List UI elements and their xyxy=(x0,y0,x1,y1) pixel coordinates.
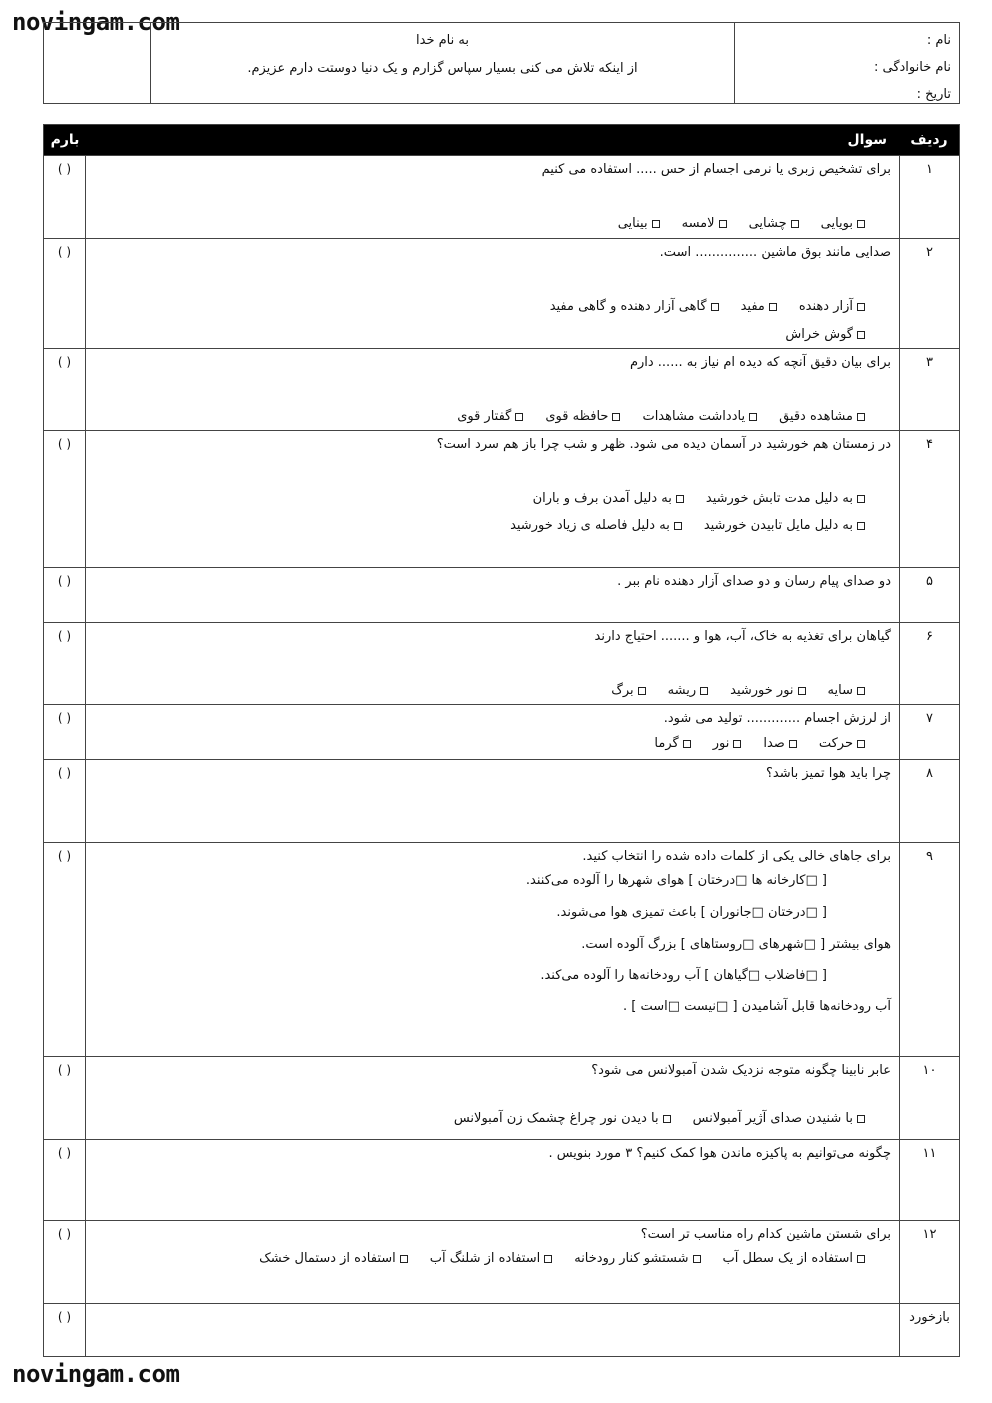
question-text: دو صدای پیام رسان و دو صدای آزار دهنده نام ببر . xyxy=(617,574,891,589)
question-cell xyxy=(86,1304,899,1357)
checkbox-icon[interactable] xyxy=(638,687,646,695)
score-cell: ( ) xyxy=(44,431,86,567)
score-cell: ( ) xyxy=(44,843,86,1056)
answer-options xyxy=(533,491,865,506)
column-score-header: بارم xyxy=(50,132,80,148)
option-label: گرما xyxy=(654,736,679,751)
answer-options xyxy=(457,409,865,424)
answer-option[interactable] xyxy=(618,216,660,231)
option-label: بویایی xyxy=(820,216,853,231)
answer-option[interactable] xyxy=(533,491,684,506)
question-row xyxy=(44,238,959,348)
question-row xyxy=(44,704,959,759)
checkbox-icon[interactable] xyxy=(612,413,620,421)
option-label: لامسه xyxy=(681,216,715,231)
answer-option[interactable] xyxy=(430,1251,552,1266)
answer-options xyxy=(454,1111,865,1126)
question-text: برای جاهای خالی یکی از کلمات داده شده را انتخاب کنید. xyxy=(582,849,891,864)
question-row xyxy=(44,430,959,567)
score-cell: ( ) xyxy=(44,568,86,622)
checkbox-icon[interactable] xyxy=(652,220,660,228)
question-cell xyxy=(86,349,899,430)
answer-options xyxy=(654,736,865,751)
question-cell xyxy=(86,1057,899,1139)
question-cell xyxy=(86,1221,899,1303)
score-cell: ( ) xyxy=(44,349,86,430)
answer-option[interactable] xyxy=(704,518,865,533)
answer-option[interactable] xyxy=(723,1251,866,1266)
option-label: با شنیدن صدای آژیر آمبولانس xyxy=(692,1111,853,1126)
checkbox-icon[interactable] xyxy=(663,1115,671,1123)
answer-option[interactable] xyxy=(510,518,682,533)
question-text: برای شستن ماشین کدام راه مناسب تر است؟ xyxy=(640,1227,891,1242)
checkbox-icon[interactable] xyxy=(749,413,757,421)
question-row xyxy=(44,842,959,1056)
option-label: مفید xyxy=(740,299,765,314)
answer-option[interactable] xyxy=(550,299,719,314)
option-label: ریشه xyxy=(667,683,697,698)
answer-options xyxy=(510,518,865,533)
checkbox-icon[interactable] xyxy=(857,331,865,339)
answer-option[interactable] xyxy=(799,299,865,314)
option-label: مشاهده دقیق xyxy=(779,409,853,424)
checkbox-icon[interactable] xyxy=(719,220,727,228)
score-cell: ( ) xyxy=(44,1140,86,1220)
option-label: به دلیل مایل تابیدن خورشید xyxy=(703,518,853,533)
exam-header xyxy=(43,22,960,104)
header-blank-cell xyxy=(44,23,150,103)
option-label: حرکت xyxy=(818,736,853,751)
encouragement-text: از اینکه تلاش می کنی بسیار سپاس گزارم و یک دنیا دوستت دارم عزیزم. xyxy=(247,61,638,76)
answer-option[interactable] xyxy=(779,409,865,424)
watermark-bottom: novingam.com xyxy=(12,1360,180,1388)
score-cell: ( ) xyxy=(44,239,86,348)
option-label: به دلیل مدت تابش خورشید xyxy=(705,491,853,506)
fill-in-blank-line[interactable]: [ □کارخانه ها □درختان ] هوای شهرها را آلوده می‌کنند. xyxy=(525,873,827,888)
question-cell xyxy=(86,568,899,622)
question-number: ۸ xyxy=(899,760,959,842)
answer-option[interactable] xyxy=(828,683,865,698)
question-number: بازخورد xyxy=(899,1304,959,1357)
checkbox-icon[interactable] xyxy=(798,687,806,695)
answer-option[interactable] xyxy=(785,327,865,342)
question-text: چرا باید هوا تمیز باشد؟ xyxy=(766,766,891,781)
checkbox-icon[interactable] xyxy=(693,1255,701,1263)
answer-option[interactable] xyxy=(821,216,865,231)
checkbox-icon[interactable] xyxy=(857,303,865,311)
checkbox-icon[interactable] xyxy=(789,740,797,748)
checkbox-icon[interactable] xyxy=(857,220,865,228)
answer-option[interactable] xyxy=(706,491,865,506)
option-label: نور خورشید xyxy=(730,683,794,698)
question-row xyxy=(44,1056,959,1139)
question-row xyxy=(44,567,959,622)
answer-option[interactable] xyxy=(763,736,796,751)
basmala: به نام خدا xyxy=(416,33,469,48)
date-label: تاریخ : xyxy=(916,87,951,102)
option-label: چشایی xyxy=(748,216,787,231)
score-cell: ( ) xyxy=(44,623,86,704)
question-cell xyxy=(86,843,899,1056)
answer-option[interactable] xyxy=(654,736,690,751)
option-label: با دیدن نور چراغ چشمک زن آمبولانس xyxy=(453,1111,659,1126)
option-label: گفتار قوی xyxy=(457,409,512,424)
watermark-top: novingam.com xyxy=(12,8,180,36)
question-text: در زمستان هم خورشید در آسمان دیده می شود. ظهر و شب چرا باز هم سرد است؟ xyxy=(436,437,891,452)
fill-in-blank-line[interactable]: [ □فاضلاب □گیاهان ] آب رودخانه‌ها را آلوده می‌کند. xyxy=(540,968,827,983)
question-text: صدایی مانند بوق ماشین ............... است. xyxy=(659,245,891,260)
question-number: ۱۲ xyxy=(899,1221,959,1303)
column-row-header: ردیف xyxy=(910,132,948,148)
option-label: استفاده از یک سطل آب xyxy=(722,1251,853,1266)
answer-option[interactable] xyxy=(668,683,708,698)
option-label: شستشو کنار رودخانه xyxy=(574,1251,689,1266)
answer-option[interactable] xyxy=(713,736,742,751)
question-number: ۲ xyxy=(899,239,959,348)
checkbox-icon[interactable] xyxy=(857,413,865,421)
question-number: ۶ xyxy=(899,623,959,704)
score-cell: ( ) xyxy=(44,156,86,238)
answer-option[interactable] xyxy=(730,683,805,698)
checkbox-icon[interactable] xyxy=(676,495,684,503)
option-label: به دلیل فاصله ی زیاد خورشید xyxy=(510,518,670,533)
answer-options xyxy=(550,299,865,314)
question-row xyxy=(44,1303,959,1357)
answer-option[interactable] xyxy=(454,1111,671,1126)
question-text: برای بیان دقیق آنچه که دیده ام نیاز به ...... دارم xyxy=(629,355,891,370)
answer-options xyxy=(785,327,865,342)
question-number: ۵ xyxy=(899,568,959,622)
score-cell: ( ) xyxy=(44,1221,86,1303)
answer-option[interactable] xyxy=(741,299,777,314)
option-label: به دلیل آمدن برف و باران xyxy=(532,491,672,506)
question-text: عابر نابینا چگونه متوجه نزدیک شدن آمبولانس می شود؟ xyxy=(591,1063,891,1078)
answer-option[interactable] xyxy=(457,409,523,424)
checkbox-icon[interactable] xyxy=(733,740,741,748)
answer-option[interactable] xyxy=(574,1251,700,1266)
question-number: ۹ xyxy=(899,843,959,1056)
answer-options xyxy=(259,1251,865,1266)
answer-option[interactable] xyxy=(642,409,757,424)
question-row xyxy=(44,1220,959,1303)
answer-option[interactable] xyxy=(259,1251,408,1266)
question-cell xyxy=(86,623,899,704)
option-label: یادداشت مشاهدات xyxy=(642,409,746,424)
question-number: ۱۱ xyxy=(899,1140,959,1220)
answer-option[interactable] xyxy=(819,736,865,751)
question-number: ۷ xyxy=(899,705,959,759)
question-cell xyxy=(86,239,899,348)
question-number: ۱۰ xyxy=(899,1057,959,1139)
answer-options xyxy=(611,683,865,698)
question-text: از لرزش اجسام ............. تولید می شود. xyxy=(663,711,891,726)
checkbox-icon[interactable] xyxy=(857,1115,865,1123)
question-cell xyxy=(86,1140,899,1220)
question-cell xyxy=(86,760,899,842)
checkbox-icon[interactable] xyxy=(515,413,523,421)
question-row xyxy=(44,1139,959,1220)
question-text: گیاهان برای تغذیه به خاک، آب، هوا و ....... احتیاج دارند xyxy=(594,629,891,644)
question-row xyxy=(44,155,959,238)
name-label: نام : xyxy=(926,33,951,48)
question-row xyxy=(44,348,959,430)
score-cell: ( ) xyxy=(44,1304,86,1357)
score-cell: ( ) xyxy=(44,760,86,842)
fill-in-blank-line[interactable]: هوای بیشتر [ □شهرهای □روستاهای ] بزرگ آلوده است. xyxy=(581,937,891,952)
question-number: ۱ xyxy=(899,156,959,238)
option-label: استفاده از شلنگ آب xyxy=(429,1251,541,1266)
option-label: برگ xyxy=(611,683,634,698)
question-row xyxy=(44,622,959,704)
checkbox-icon[interactable] xyxy=(400,1255,408,1263)
option-label: بینایی xyxy=(617,216,648,231)
question-row xyxy=(44,759,959,842)
answer-option[interactable] xyxy=(693,1111,865,1126)
option-label: صدا xyxy=(763,736,785,751)
checkbox-icon[interactable] xyxy=(857,1255,865,1263)
question-cell xyxy=(86,431,899,567)
checkbox-icon[interactable] xyxy=(857,740,865,748)
table-header xyxy=(44,125,959,155)
fill-in-blank-line[interactable]: [ □درختان □جانوران ] باعث تمیزی هوا می‌شوند. xyxy=(556,905,827,920)
answer-option[interactable] xyxy=(545,409,620,424)
checkbox-icon[interactable] xyxy=(683,740,691,748)
score-cell: ( ) xyxy=(44,1057,86,1139)
option-label: استفاده از دستمال خشک xyxy=(259,1251,396,1266)
checkbox-icon[interactable] xyxy=(769,303,777,311)
question-text: برای تشخیص زبری یا نرمی اجسام از حس ..... استفاده می کنیم xyxy=(541,162,891,177)
header-message xyxy=(150,23,734,103)
checkbox-icon[interactable] xyxy=(711,303,719,311)
checkbox-icon[interactable] xyxy=(791,220,799,228)
student-info xyxy=(734,23,959,103)
question-number: ۳ xyxy=(899,349,959,430)
checkbox-icon[interactable] xyxy=(857,687,865,695)
exam-table xyxy=(43,124,960,1357)
question-number: ۴ xyxy=(899,431,959,567)
option-label: گاهی آزار دهنده و گاهی مفید xyxy=(549,299,707,314)
question-text: چگونه می‌توانیم به پاکیزه ماندن هوا کمک کنیم؟ ۳ مورد بنویس . xyxy=(548,1146,891,1161)
answer-options xyxy=(618,216,865,231)
checkbox-icon[interactable] xyxy=(857,495,865,503)
family-label: نام خانوادگی : xyxy=(873,60,951,75)
column-question-header: سوال xyxy=(847,132,887,148)
question-cell xyxy=(86,156,899,238)
option-label: گوش خراش xyxy=(785,327,853,342)
option-label: سایه xyxy=(827,683,853,698)
option-label: آزار دهنده xyxy=(798,299,853,314)
answer-option[interactable] xyxy=(682,216,727,231)
option-label: حافظه قوی xyxy=(545,409,609,424)
option-label: نور xyxy=(712,736,730,751)
fill-in-blank-line[interactable]: آب رودخانه‌ها قابل آشامیدن [ □نیست □است ] . xyxy=(622,999,891,1014)
answer-option[interactable] xyxy=(611,683,645,698)
question-cell xyxy=(86,705,899,759)
score-cell: ( ) xyxy=(44,705,86,759)
checkbox-icon[interactable] xyxy=(544,1255,552,1263)
checkbox-icon[interactable] xyxy=(857,522,865,530)
checkbox-icon[interactable] xyxy=(674,522,682,530)
checkbox-icon[interactable] xyxy=(700,687,708,695)
question-rows xyxy=(44,155,959,1357)
answer-option[interactable] xyxy=(749,216,799,231)
